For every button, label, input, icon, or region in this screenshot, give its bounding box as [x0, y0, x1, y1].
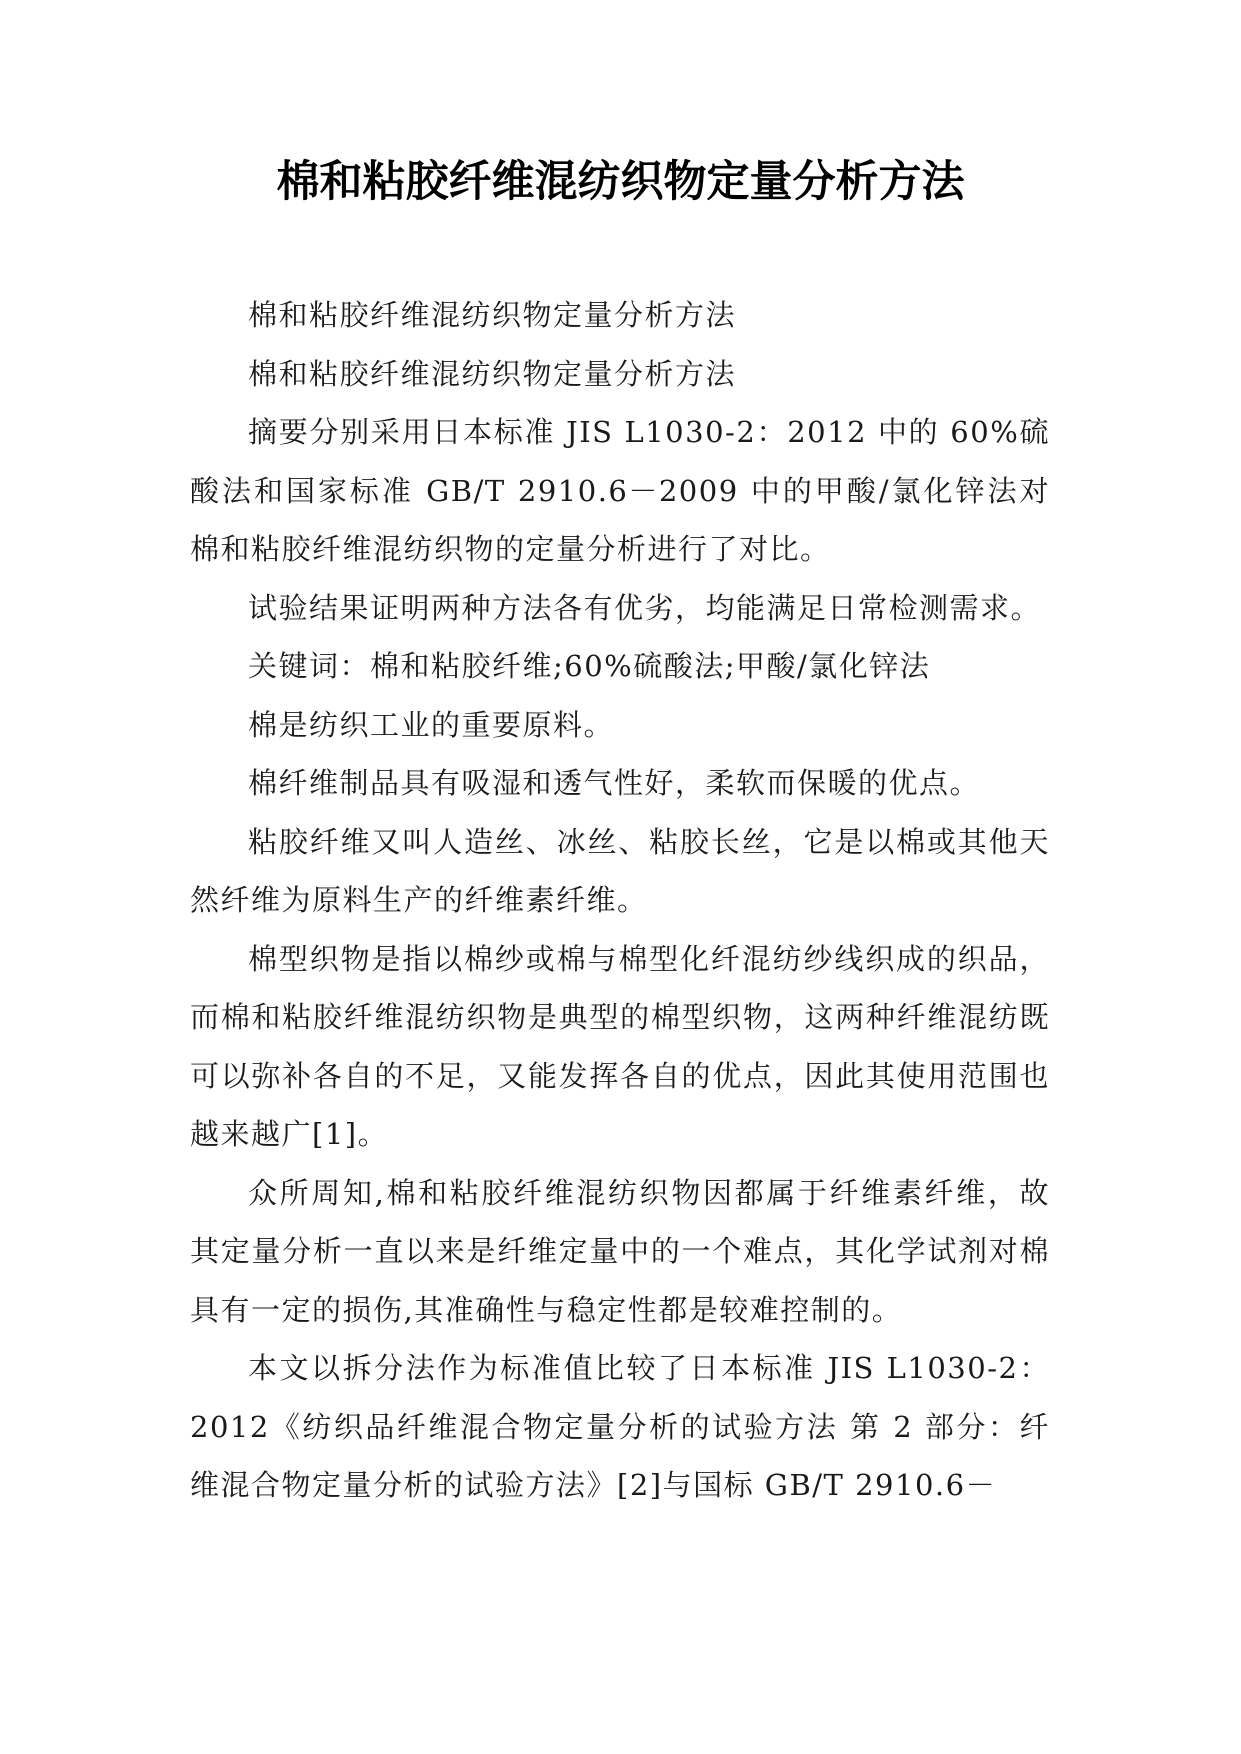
paragraph-keywords: 关键词：棉和粘胶纤维;60%硫酸法;甲酸/氯化锌法 — [248, 649, 931, 683]
paragraph-abstract: 摘要分别采用日本标准 JIS L1030-2：2012 中的 60%硫酸法和国家标准 GB/T 2910.6－2009 中的甲酸/氯化锌法对棉和粘胶纤维混纺织物的定量分析进行了对比。 — [190, 415, 1050, 566]
paragraph-method-comparison: 本文以拆分法作为标准值比较了日本标准 JIS L1030-2：2012《纺织品纤维混合物定量分析的试验方法 第 2 部分：纤维混合物定量分析的试验方法》[2]与国标 GB/T 2910.6－ — [190, 1351, 1050, 1502]
paragraph-cotton-properties: 棉纤维制品具有吸湿和透气性好，柔软而保暖的优点。 — [248, 766, 981, 800]
document-body — [190, 286, 1050, 1515]
paragraph-cotton-fabric: 棉型织物是指以棉纱或棉与棉型化纤混纺纱线织成的织品，而棉和粘胶纤维混纺织物是典型的棉型织物，这两种纤维混纺既可以弥补各自的不足，又能发挥各自的优点，因此其使用范围也越来越广[1]。 — [190, 941, 1050, 1151]
paragraph-heading-repeat-2: 棉和粘胶纤维混纺织物定量分析方法 — [248, 356, 737, 391]
paragraph-conclusion: 试验结果证明两种方法各有优劣，均能满足日常检测需求。 — [248, 590, 1042, 625]
document-title: 棉和粘胶纤维混纺织物定量分析方法 — [276, 157, 965, 207]
paragraph-difficulty: 众所周知,棉和粘胶纤维混纺织物因都属于纤维素纤维，故其定量分析一直以来是纤维定量中的一个难点，其化学试剂对棉具有一定的损伤,其准确性与稳定性都是较难控制的。 — [190, 1175, 1050, 1327]
paragraph-cotton-intro: 棉是纺织工业的重要原料。 — [248, 707, 615, 742]
paragraph-viscose-intro: 粘胶纤维又叫人造丝、冰丝、粘胶长丝，它是以棉或其他天然纤维为原料生产的纤维素纤维。 — [190, 824, 1050, 917]
paragraph-heading-repeat-1: 棉和粘胶纤维混纺织物定量分析方法 — [248, 298, 737, 332]
